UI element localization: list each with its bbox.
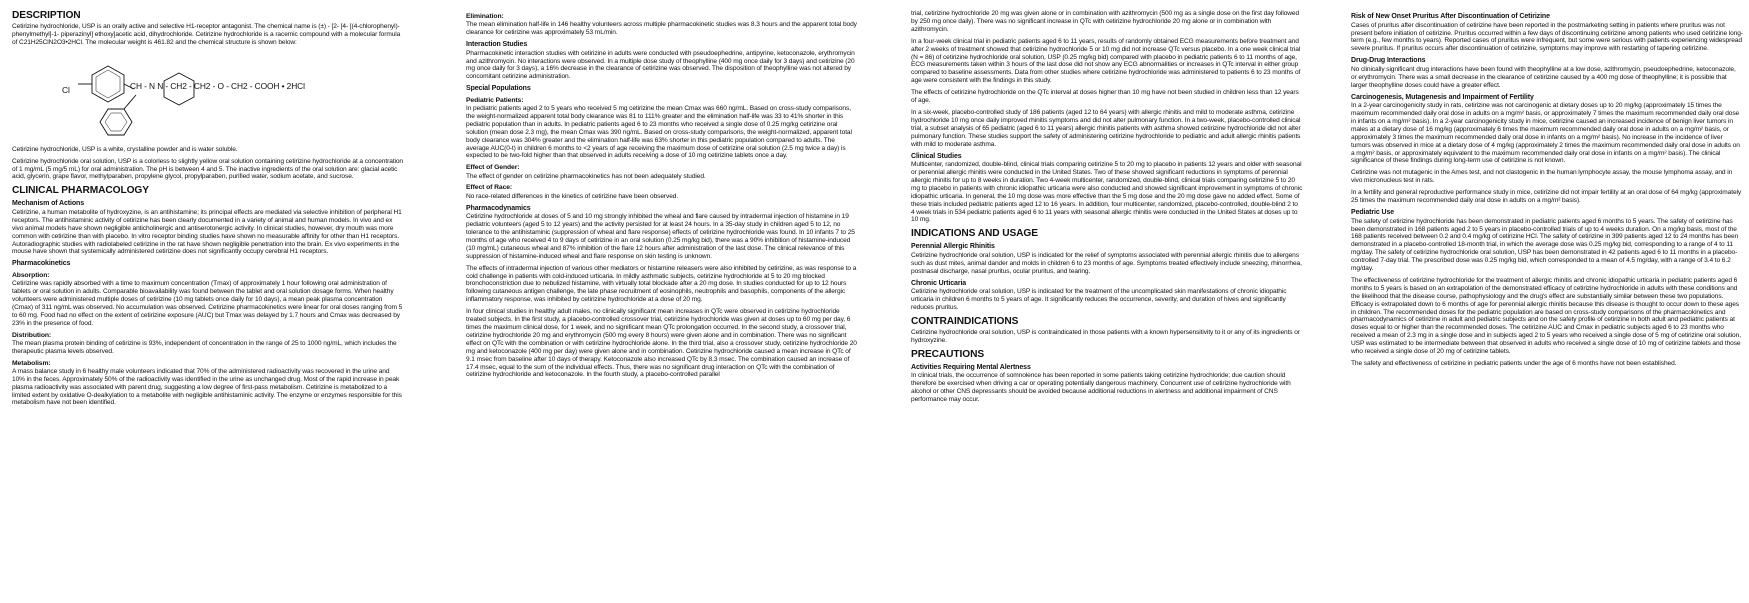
elimination-paragraph: The mean elimination half-life in 146 healthy volunteers across multiple pharmacokinetic studies was 8.3 hours and the apparent total body clearance for cetirizine was approximately 53 mL/min. <box>466 21 857 37</box>
pruritus-heading: Risk of New Onset Pruritus After Discontinuation of Cetirizine <box>1351 13 1550 20</box>
absorption-heading: Absorption: <box>12 271 50 279</box>
effect-of-gender-paragraph: The effect of gender on cetirizine pharmacokinetics has not been adequately studied. <box>466 172 706 180</box>
pharmacodynamics-paragraph: In four clinical studies in healthy adult males, no clinically significant mean increases in QTc were observed in cetirizine hydrochloride treated subjects. In the first study, a placebo-controlled crossover trial, cetirizine hydrochloride was given at doses up to 60 mg per day, 6 times the maximum clinical dose, for 1 week, and no significant mean QTc prolongation occurred. In the second study, a crossover trial, cetirizine hydrochloride 20 mg and erythromycin (500 mg every 8 hours) were given alone and in combination. There was no significant effect on QTc with the combination or with cetirizine hydrochloride alone. In the third trial, also a crossover study, cetirizine hydrochloride 20 mg and ketoconazole (400 mg per day) were given alone and in combination. Cetirizine hydrochloride caused a mean increase in QTc of 9.1 msec from baseline after 10 days of therapy. Ketoconazole also increased QTc by 8.3 msec. The combination caused an increase of 17.4 msec, equal to the sum of the individual effects. Thus, there was no significant drug interaction on QTc with the combination of cetirizine hydrochloride and ketoconazole. In the fourth study, a placebo-controlled parallel <box>466 308 857 379</box>
chlorine-label: Cl <box>62 84 70 95</box>
mental-alertness-paragraph: In clinical trials, the occurrence of somnolence has been reported in some patients taking cetirizine hydrochloride; due caution should therefore be exercised when driving a car or operating potentially dangerous machinery. Concurrent use of cetirizine hydrochloride with alcohol or other CNS depressants should be avoided because additional reductions in alertness and additional impairment of CNS performance may occur. <box>911 372 1291 404</box>
pharmacodynamics-paragraph: The effects of intradermal injection of various other mediators or histamine releasers were also inhibited by cetirizine, as was response to a cold challenge in patients with cold-induced urticaria. In mildly asthmatic subjects, cetirizine hydrochloride at 5 to 20 mg blocked bronchoconstriction due to nebulized histamine, with virtually total blockade after a 20 mg dose. In studies conducted for up to 12 hours following cutaneous antigen challenge, the late phase recruitment of eosinophils, neutrophils and basophils, components of the allergic inflammatory response, was inhibited by cetirizine hydrochloride at a dose of 20 mg. <box>466 264 857 304</box>
mechanism-paragraph: Cetirizine, a human metabolite of hydroxyzine, is an antihistamine; its principal effects are mediated via selective inhibition of peripheral H1 receptors. The antihistaminic activity of cetirizine has been clearly documented in a variety of animal and human models. In vivo and ex vivo animal models have shown negligible anticholinergic and antiserotonergic activity. In clinical studies, however, dry mouth was more common with cetirizine than with placebo. In vitro receptor binding studies have shown no measurable affinity for other than H1 receptors. Autoradiographic studies with radiolabeled cetirizine in the rat have shown negligible penetration into the brain. Ex vivo experiments in the mouse have shown that systemically administered cetirizine does not significantly occupy cerebral H1 receptors. <box>12 208 402 256</box>
contraindications-paragraph: Cetirizine hydrochloride oral solution, USP is contraindicated in those patients with a known hypersensitivity to it or any of its ingredients or hydroxyzine. <box>911 328 1300 344</box>
description-paragraph: Cetirizine hydrochloride, USP is a white, crystalline powder and is water soluble. <box>12 145 238 153</box>
effect-of-gender-heading: Effect of Gender: <box>466 164 520 172</box>
pediatric-patients-heading: Pediatric Patients: <box>466 96 524 104</box>
asthma-study-paragraph: In a six-week, placebo-controlled study of 186 patients (aged 12 to 64 years) with allergic rhinitis and mild to moderate asthma, cetirizine hydrochloride 10 mg once daily improved rhinitis symptoms and did not alter pulmonary function. In a two-week, placebo-controlled clinical trial, a subset analysis of 65 pediatric (aged 6 to 11 years) allergic rhinitis patients with asthma showed cetirizine hydrochloride did not alter pulmonary function. These studies support the safety of administering cetirizine hydrochloride to pediatric and adult allergic rhinitis patients with mild to moderate asthma. <box>911 108 1301 148</box>
pharmacokinetics-heading: Pharmacokinetics <box>12 260 71 268</box>
interaction-studies-heading: Interaction Studies <box>466 41 528 49</box>
pharmacodynamics-heading: Pharmacodynamics <box>466 204 531 212</box>
chemical-structure <box>12 51 404 141</box>
column-4 <box>1351 10 1743 598</box>
pharmacodynamics-paragraph: Cetirizine hydrochloride at doses of 5 and 10 mg strongly inhibited the wheal and flare caused by intradermal injection of histamine in 19 pediatric volunteers (aged 5 to 12 years) and the activity persisted for at least 24 hours. In a 35-day study in children aged 5 to 12, no tolerance to the antihistaminic (suppression of wheal and flare response) effects of cetirizine hydrochloride was found. In 10 infants 7 to 25 months of age who received 4 to 9 days of cetirizine in an oral solution (0.25 mg/kg bid), there was a 90% inhibition of histamine-induced (10 mg/mL) cutaneous wheal and 87% inhibition of the flare 12 hours after administration of the last dose. The clinical relevance of this suppression of histamine-induced wheal and flare response on skin testing is unknown. <box>466 213 855 260</box>
description-paragraph: Cetirizine hydrochloride, USP is an orally active and selective H1-receptor antagonist. The chemical name is (±) - [2- [4- [(4-chlorophenyl)-phenylmethyl]-1- piperazinyl] ethoxy]acetic acid, dihydrochloride. Cetirizine hydrochloride is a racemic compound with a molecular formula of C21H25ClN2O3•2HCl. The molecular weight is 461.82 and the chemical structure is shown below: <box>12 23 401 46</box>
description-paragraph: Cetirizine hydrochloride oral solution, USP is a colorless to slightly yellow oral solution containing cetirizine hydrochloride at a concentration of 1 mg/mL (5 mg/5 mL) for oral administration. The pH is between 4 and 5. The inactive ingredients of the oral solution are: glacial acetic acid, glycerin, grape flavor, methylparaben, propylene glycol, propylparaben, purified water, sodium acetate, and sucrose. <box>12 157 404 181</box>
chronic-urticaria-heading: Chronic Urticaria <box>911 279 967 287</box>
carcinogenesis-paragraph: In a 2-year carcinogenicity study in rats, cetirizine was not carcinogenic at dietary doses up to 20 mg/kg (approximately 15 times the maximum recommended daily oral dose in adults on a mg/m² basis, or approximately 7 times the maximum recommended daily oral dose in infants on a mg/m² basis). In a 2-year carcinogenicity study in mice, cetirizine caused an increased incidence of benign liver tumors in males at a dietary dose of 16 mg/kg (approximately 6 times the maximum recommended daily oral dose in adults on a mg/m² basis, or approximately 3 times the maximum recommended daily oral dose in infants on a mg/m² basis). No increase in the incidence of liver tumors was observed in mice at a dietary dose of 4 mg/kg (approximately 2 times the maximum recommended daily oral dose in adults on a mg/m² basis, or approximately equivalent to the maximum recommended daily oral dose in infants on a mg/m² basis). The clinical significance of these findings during long-term use of cetirizine is not known. <box>1351 102 1740 165</box>
mechanism-heading: Mechanism of Actions <box>12 200 85 208</box>
contraindications-heading: CONTRAINDICATIONS <box>911 315 1019 327</box>
pediatric-use-heading: Pediatric Use <box>1351 209 1395 216</box>
column-2 <box>466 10 858 598</box>
pruritus-paragraph: Cases of pruritus after discontinuation of cetirizine have been reported in the postmarketing setting in patients where pruritus was not present before initiation of cetirizine. Pruritus occurred within a few days of discontinuing cetirizine among patients who used cetirizine long-term (e.g., few months to years). Reported cases of pruritus were infrequent, but some were serious with patients experiencing widespread severe pruritus. If pruritus occurs after discontinuation of cetirizine, symptoms may improve with restarting of tapering cetirizine. <box>1351 21 1743 53</box>
drug-interactions-paragraph: No clinically significant drug interactions have been found with theophylline at a low dose, azithromycin, pseudoephedrine, ketoconazole, or erythromycin. There was a small decrease in the clearance of cetirizine caused by a 400 mg dose of theophylline; it is possible that larger theophylline doses could have a greater effect. <box>1351 65 1736 89</box>
special-populations-heading: Special Populations <box>466 85 531 93</box>
pediatric-age-paragraph: The safety and effectiveness of cetirizine in pediatric patients under the age of 6 months have not been established. <box>1351 360 1677 367</box>
metabolism-heading: Metabolism: <box>12 359 51 367</box>
clinical-studies-paragraph: Multicenter, randomized, double-blind, clinical trials comparing cetirizine 5 to 20 mg to placebo in patients 12 years and older with seasonal or perennial allergic rhinitis were conducted in the United States. Two of these showed significant reductions in symptoms of perennial allergic rhinitis for up to 8 weeks in duration. Two 4-week multicenter, randomized, double-blind, clinical trials comparing cetirizine 5 to 20 mg to placebo in patients with chronic idiopathic urticaria were also conducted and showed significant improvement in symptoms of chronic idiopathic urticaria. In general, the 10 mg dose was more effective than the 5 mg dose and the 20 mg dose gave no added effect. Some of these trials included pediatric patients aged 12 to 16 years. In addition, four multicenter, randomized, placebo-controlled, double-blind 2 to 4 week trials in 534 pediatric patients aged 6 to 11 years with seasonal allergic rhinitis were conducted in the United States at doses up to 10 mg. <box>911 161 1303 224</box>
metabolism-paragraph: A mass balance study in 6 healthy male volunteers indicated that 70% of the administered radioactivity was recovered in the urine and 10% in the feces. Approximately 50% of the radioactivity was identified in the urine as unchanged drug. Most of the rapid increase in peak plasma radioactivity was associated with parent drug, suggesting a low degree of first-pass metabolism. Cetirizine is metabolized to a limited extent by oxidative O-dealkylation to a metabolite with negligible antihistaminic activity. The enzyme or enzymes responsible for this metabolism have not been identified. <box>12 367 402 407</box>
distribution-heading: Distribution: <box>12 331 52 339</box>
chronic-urticaria-paragraph: Cetirizine hydrochloride oral solution, USP is indicated for the treatment of the uncomplicated skin manifestations of chronic idiopathic urticaria in children 6 months to 5 years of age. It significantly reduces the occurrence, severity, and duration of hives and significantly reduces pruritus. <box>911 288 1287 312</box>
qtc-pediatric-paragraph: In a four-week clinical trial in pediatric patients aged 6 to 11 years, results of randomly obtained ECG measurements before treatment and after 2 weeks of treatment showed that cetirizine hydrochloride 5 or 10 mg did not increase QTc versus placebo. In a one week clinical trial (N = 86) of cetirizine hydrochloride oral solution, USP (0.25 mg/kg bid) compared with placebo in pediatric patients 6 to 11 months of age, ECG measurements taken within 3 hours of the last dose did not show any ECG abnormalities or increases in QTc interval in either group compared to baseline assessments. Data from other studies where cetirizine hydrochloride was administered to patients 6 to 23 months of age were consistent with the findings in this study. <box>911 37 1301 85</box>
qtc-higher-dose-paragraph: The effects of cetirizine hydrochloride on the QTc interval at doses higher than 10 mg have not been studied in children less than 12 years of age. <box>911 89 1299 105</box>
fertility-paragraph: In a fertility and general reproductive performance study in mice, cetirizine did not impair fertility at an oral dose of 64 mg/kg (approximately 25 times the maximum recommended daily oral dose in adults on a mg/m² basis). <box>1351 189 1742 205</box>
chlorophenyl-ring <box>92 66 124 102</box>
column-1 <box>12 10 404 598</box>
pediatric-patients-paragraph: In pediatric patients aged 2 to 5 years who received 5 mg cetirizine the mean Cmax was 660 ng/mL. Based on cross-study comparisons, the weight-normalized apparent total body clearance was 81 to 111% greater and the elimination half-life was 33 to 41% shorter in this pediatric population than in adults. In pediatric patients aged 6 to 23 months who received a single dose of 0.25 mg/kg cetirizine oral solution (mean dose 2.3 mg), the mean Cmax was 390 ng/mL. Based on cross-study comparisons, the weight-normalized, apparent total body clearance was 304% greater and the elimination half-life was 63% shorter in this pediatric population compared to adults. The average AUC(0-t) in children 6 months to <2 years of age receiving the maximum dose of cetirizine oral solution (2.5 mg twice a day) is expected to be two-fold higher than that observed in adults receiving a dose of 10 mg cetirizine tablets once a day. <box>466 105 852 160</box>
column-3 <box>911 10 1303 598</box>
clinical-studies-heading: Clinical Studies <box>911 152 962 160</box>
elimination-heading: Elimination: <box>466 13 504 20</box>
perennial-rhinitis-paragraph: Cetirizine hydrochloride oral solution, USP is indicated for the relief of symptoms associated with perennial allergic rhinitis due to allergens such as dust mites, animal dander and molds in children 6 to 23 months of age. Symptoms treated effectively include sneezing, rhinorrhea, postnasal discharge, nasal pruritus, ocular pruritus, and tearing. <box>911 251 1302 275</box>
effect-of-race-heading: Effect of Race: <box>466 184 513 192</box>
mutagenesis-paragraph: Cetirizine was not mutagenic in the Ames test, and not clastogenic in the human lymphocyte assay, the mouse lymphoma assay, and in vivo micronucleus test in rats. <box>1351 169 1733 185</box>
absorption-paragraph: Cetirizine was rapidly absorbed with a time to maximum concentration (Tmax) of approximately 1 hour following oral administration of tablets or oral solution in adults. Comparable bioavailability was found between the tablet and oral solution dosage forms. When healthy volunteers were administered multiple doses of cetirizine (10 mg tablets once daily for 10 days), a mean peak plasma concentration (Cmax) of 311 ng/mL was observed. No accumulation was observed. Cetirizine pharmacokinetics were linear for oral doses ranging from 5 to 60 mg. Food had no effect on the extent of cetirizine exposure (AUC) but Tmax was delayed by 1.7 hours and Cmax was decreased by 23% in the presence of food. <box>12 280 403 327</box>
description-heading: DESCRIPTION <box>12 10 81 21</box>
perennial-rhinitis-heading: Perennial Allergic Rhinitis <box>911 243 995 251</box>
indications-heading: INDICATIONS AND USAGE <box>911 228 1038 240</box>
pediatric-efficacy-paragraph: The effectiveness of cetirizine hydrochloride for the treatment of allergic rhinitis and chronic idiopathic urticaria in pediatric patients aged 6 months to 5 years is based on an extrapolation of the demonstrated efficacy of cetirizine hydrochloride in adults with these conditions and the likelihood that the disease course, pathophysiology and the drug's effect are substantially similar between these two populations. Efficacy is extrapolated down to 6 months of age for perennial allergic rhinitis because this disease is thought to occur down to these ages in children. The recommended doses for the pediatric population are based on cross-study comparisons of the pharmacokinetics and pharmacodynamics of cetirizine in adult and pediatric subjects and on the safety profile of cetirizine in both adult and pediatric patients at doses equal to or higher than the recommended doses. The cetirizine AUC and Cmax in pediatric subjects aged 6 to 23 months who received a mean of 2.3 mg in a single dose and in subjects aged 2 to 5 years who received a single dose of 5 mg of cetirizine oral solution, USP was estimated to be intermediate between that observed in adults who received a single dose of 10 mg of cetirizine tablets and those who received a single dose of 20 mg of cetirizine tablets. <box>1351 276 1741 356</box>
interaction-studies-paragraph: Pharmacokinetic interaction studies with cetirizine in adults were conducted with pseudoephedrine, antipyrine, ketoconazole, erythromycin and azithromycin. No interactions were observed. In a multiple dose study of theophylline (400 mg once daily for 3 days) and cetirizine (20 mg once daily for 3 days), a 16% decrease in the clearance of cetirizine was observed. The disposition of theophylline was not altered by concomitant cetirizine administration. <box>466 49 855 81</box>
precautions-heading: PRECAUTIONS <box>911 348 985 360</box>
mental-alertness-heading: Activities Requiring Mental Alertness <box>911 363 1031 371</box>
pediatric-use-paragraph: The safety of cetirizine hydrochloride has been demonstrated in pediatric patients aged 6 months to 5 years. The safety of cetirizine has been demonstrated in 168 patients aged 2 to 5 years in placebo-controlled trials of up to 4 weeks duration. On a mg/kg basis, most of the 168 patients received between 0.2 and 0.4 mg/kg of cetirizine HCl. The safety of cetirizine in 399 patients aged 12 to 24 months has been demonstrated in a placebo-controlled 18-month trial, in which the average dose was 0.25 mg/kg bid, corresponding to a range of 4 to 11 mg/day. The safety of cetirizine hydrochloride oral solution, USP has been demonstrated in 42 patients aged 6 to 11 months in a placebo-controlled 7-day trial. The prescribed dose was 0.25 mg/kg bid, which corresponded to a mean of 4.5 mg/day, with a range of 3.4 to 6.2 mg/day. <box>1351 217 1739 273</box>
qtc-paragraph: trial, cetirizine hydrochloride 20 mg was given alone or in combination with azithromycin (500 mg as a single dose on the first day followed by 250 mg once daily). There was no significant increase in QTc with cetirizine hydrochloride 20 mg alone or in combination with azithromycin. <box>911 10 1300 33</box>
drug-interactions-heading: Drug-Drug Interactions <box>1351 57 1426 65</box>
structure-formula: CH - N N - CH2 - CH2 - O - CH2 - COOH • 2HCl <box>130 80 305 91</box>
carcinogenesis-heading: Carcinogenesis, Mutagenesis and Impairment of Fertility <box>1351 93 1534 101</box>
effect-of-race-paragraph: No race-related differences in the kinetics of cetirizine have been observed. <box>466 192 679 200</box>
clinical-pharmacology-heading: CLINICAL PHARMACOLOGY <box>12 185 149 197</box>
distribution-paragraph: The mean plasma protein binding of cetirizine is 93%, independent of concentration in the range of 25 to 1000 ng/mL, which includes the therapeutic plasma levels observed. <box>12 339 397 355</box>
chemical-structure-drawing <box>12 51 404 141</box>
